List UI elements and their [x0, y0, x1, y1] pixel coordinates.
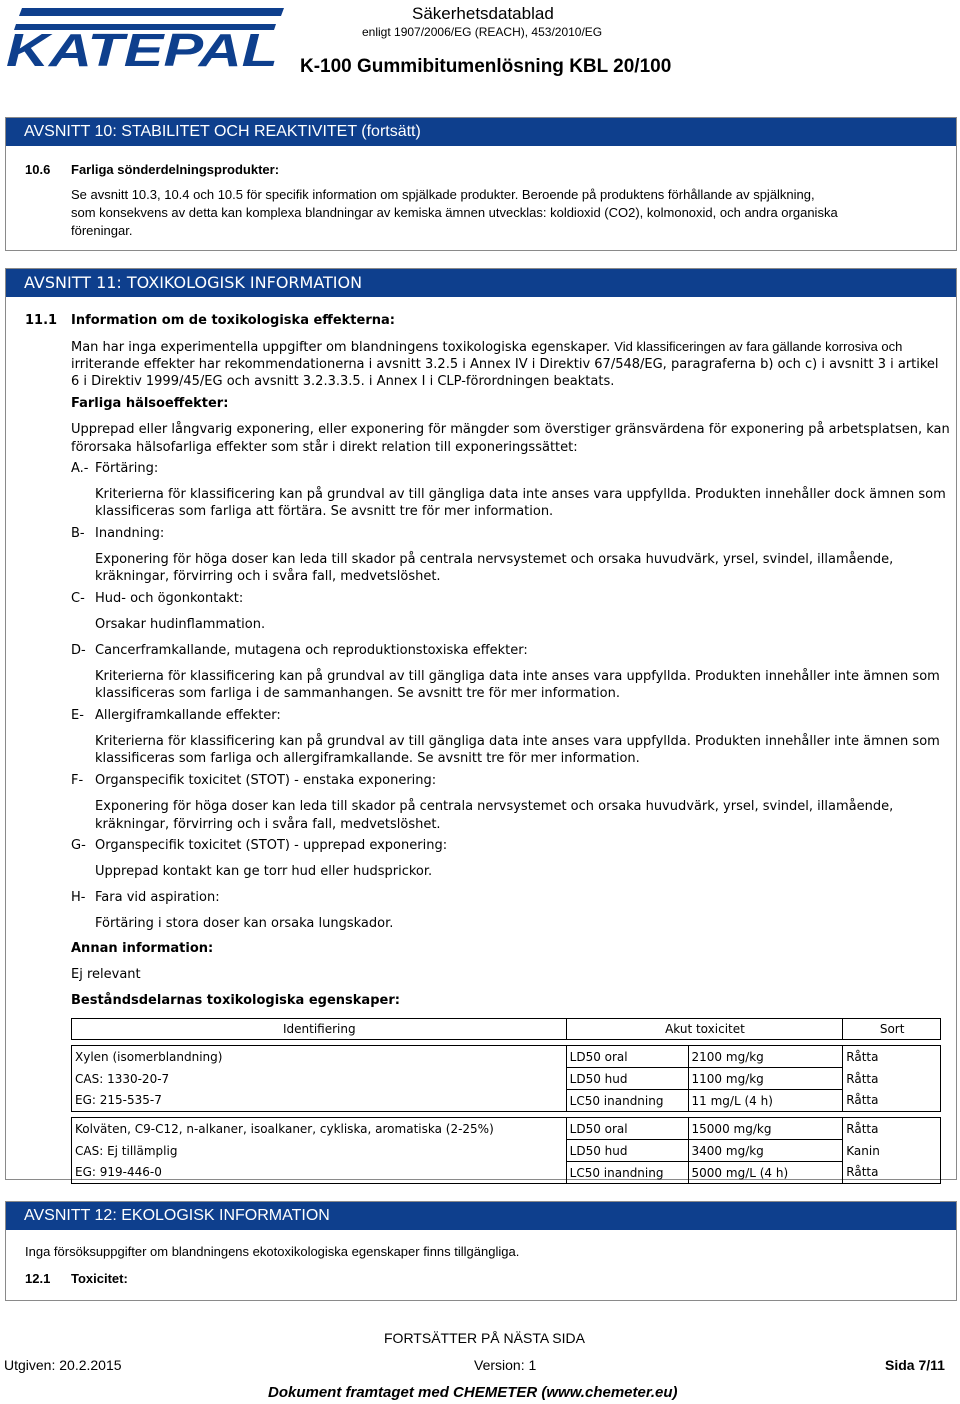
item-text: kräkningar, förvirring och i svåra fall, medvetslöshet. [95, 569, 441, 584]
table-header: Sort [843, 1019, 941, 1040]
item-text: klassificeras som farliga att förtära. Se avsnitt tre för mer information. [95, 504, 554, 519]
other-info-text: Ej relevant [71, 967, 141, 982]
item-text: Kriterierna för klassificering kan på grundval av till gängliga data inte anses vara uppfyllda. Produkten innehåller dock ämnen som [95, 487, 946, 502]
table-row: Xylen (isomerblandning) LD50 oral 2100 mg/kg Råtta [72, 1046, 941, 1068]
paragraph-line: förorsaka hälsofarliga effekter som står i direkt relation till exponeringssättet: [71, 440, 578, 455]
item-label: Allergiframkallande effekter: [95, 708, 281, 723]
item-text: klassificeras som farliga i de sammanhangen. Se avsnitt tre för mer information. [95, 686, 620, 701]
paragraph-line: Inga försöksuppgifter om blandningens ekotoxikologiska egenskaper finns tillgängliga. [25, 1244, 520, 1259]
paragraph-line: föreningar. [71, 223, 133, 238]
subsection-title: Farliga sönderdelningsprodukter: [71, 162, 280, 177]
item-letter: G- [71, 838, 86, 853]
paragraph-line: Man har inga experimentella uppgifter om blandningens toxikologiska egenskaper. Vid klassificeringen av fara gällande korrosiva och [71, 339, 903, 355]
table-row: CAS: 1330-20-7 LD50 hud 1100 mg/kg Råtta [72, 1068, 941, 1090]
components-title: Beståndsdelarnas toxikologiska egenskaper: [71, 993, 400, 1008]
item-text: kräkningar, förvirring och i svåra fall, medvetslöshet. [95, 817, 441, 832]
item-text: Förtäring i stora doser kan orsaka lungskador. [95, 916, 394, 931]
subsection-number: 12.1 [25, 1271, 51, 1286]
version: Version: 1 [474, 1357, 537, 1373]
issue-date: Utgiven: 20.2.2015 [4, 1357, 122, 1373]
item-text: Exponering för höga doser kan leda till skador på centrala nervsystemet och orsaka huvudvärk, yrsel, svindel, illamående, [95, 552, 894, 567]
subsection-title: Toxicitet: [71, 1271, 128, 1286]
item-label: Inandning: [95, 526, 165, 541]
table-row: Kolväten, C9-C12, n-alkaner, isoalkaner, cykliska, aromatiska (2-25%) LD50 oral 15000 mg/kg Råtta [72, 1118, 941, 1140]
table-header: Identifiering [72, 1019, 567, 1040]
item-text: Orsakar hudinflammation. [95, 617, 266, 632]
paragraph-line: Se avsnitt 10.3, 10.4 och 10.5 för specifik information om spjälkade produkter. Beroende på produktens förhållande av spjälkning, [71, 187, 815, 202]
item-letter: H- [71, 890, 86, 905]
item-label: Organspecifik toxicitet (STOT) - upprepad exponering: [95, 838, 448, 853]
item-letter: F- [71, 773, 84, 788]
continues-notice: FORTSÄTTER PÅ NÄSTA SIDA [384, 1330, 585, 1346]
item-text: Kriterierna för klassificering kan på grundval av till gängliga data inte anses vara uppfyllda. Produkten innehåller inte ämnen som [95, 669, 940, 684]
item-letter: B- [71, 526, 85, 541]
paragraph-line: 6 i Direktiv 1999/45/EG och avsnitt 3.2.3.3.5. i Annex I i CLP-förordningen beaktats. [71, 374, 615, 389]
item-text: Exponering för höga doser kan leda till skador på centrala nervsystemet och orsaka huvudvärk, yrsel, svindel, illamående, [95, 799, 894, 814]
item-text: Kriterierna för klassificering kan på grundval av till gängliga data inte anses vara uppfyllda. Produkten innehåller inte ämnen som [95, 734, 940, 749]
table-row: CAS: Ej tillämplig LD50 hud 3400 mg/kg Kanin [72, 1140, 941, 1162]
item-label: Hud- och ögonkontakt: [95, 591, 244, 606]
paragraph-line: Upprepad eller långvarig exponering, eller exponering för mängder som överstiger gränsvärdena för exponering på arbetsplatsen, kan [71, 422, 950, 437]
table-row: EG: 215-535-7 LC50 inandning 11 mg/L (4 h) Råtta [72, 1090, 941, 1112]
section-12-title: AVSNITT 12: EKOLOGISK INFORMATION [6, 1202, 956, 1230]
item-label: Förtäring: [95, 461, 159, 476]
health-effects-title: Farliga hälsoeffekter: [71, 396, 229, 411]
other-info-title: Annan information: [71, 941, 214, 956]
toxicity-table [71, 1018, 941, 1184]
logo-text: KATEPAL [6, 24, 278, 70]
subsection-number: 11.1 [25, 313, 58, 328]
product-name: K-100 Gummibitumenlösning KBL 20/100 [300, 56, 672, 77]
regulation-reference: enligt 1907/2006/EG (REACH), 453/2010/EG [362, 25, 603, 39]
table-header-row [72, 1019, 941, 1040]
item-text: Upprepad kontakt kan ge torr hud eller hudsprickor. [95, 864, 433, 879]
item-letter: C- [71, 591, 85, 606]
item-label: Fara vid aspiration: [95, 890, 220, 905]
item-label: Cancerframkallande, mutagena och reproduktionstoxiska effekter: [95, 643, 528, 658]
item-letter: A.- [71, 461, 89, 476]
table-row: EG: 919-446-0 LC50 inandning 5000 mg/L (4 h) Råtta [72, 1162, 941, 1184]
section-10-title: AVSNITT 10: STABILITET OCH REAKTIVITET (fortsätt) [6, 118, 956, 146]
subsection-title: Information om de toxikologiska effekterna: [71, 313, 395, 328]
item-letter: E- [71, 708, 84, 723]
item-text: klassificeras som farliga och allergiframkallande. Se avsnitt tre för mer information. [95, 751, 640, 766]
paragraph-line: irriterande effekter har rekommendationerna i avsnitt 3.2.5 i Annex IV i Direktiv 67/548/EG, paragraferna b) och c) i avsnitt 3 i artikel [71, 357, 939, 372]
generated-by: Dokument framtaget med CHEMETER (www.chemeter.eu) [268, 1384, 678, 1401]
section-11-title: AVSNITT 11: TOXIKOLOGISK INFORMATION [6, 269, 956, 297]
katepal-logo [4, 4, 284, 70]
item-label: Organspecifik toxicitet (STOT) - enstaka exponering: [95, 773, 437, 788]
item-letter: D- [71, 643, 86, 658]
table-header: Akut toxicitet [566, 1019, 843, 1040]
page-number: Sida 7/11 [885, 1357, 945, 1373]
paragraph-line: som konsekvens av detta kan komplexa blandningar av kemiska ämnen utvecklas: koldioxid (CO2), kolmonoxid, och andra organiska [71, 205, 838, 220]
section-10-box [5, 117, 957, 251]
document-title: Säkerhetsdatablad [412, 4, 554, 23]
subsection-number: 10.6 [25, 162, 51, 177]
